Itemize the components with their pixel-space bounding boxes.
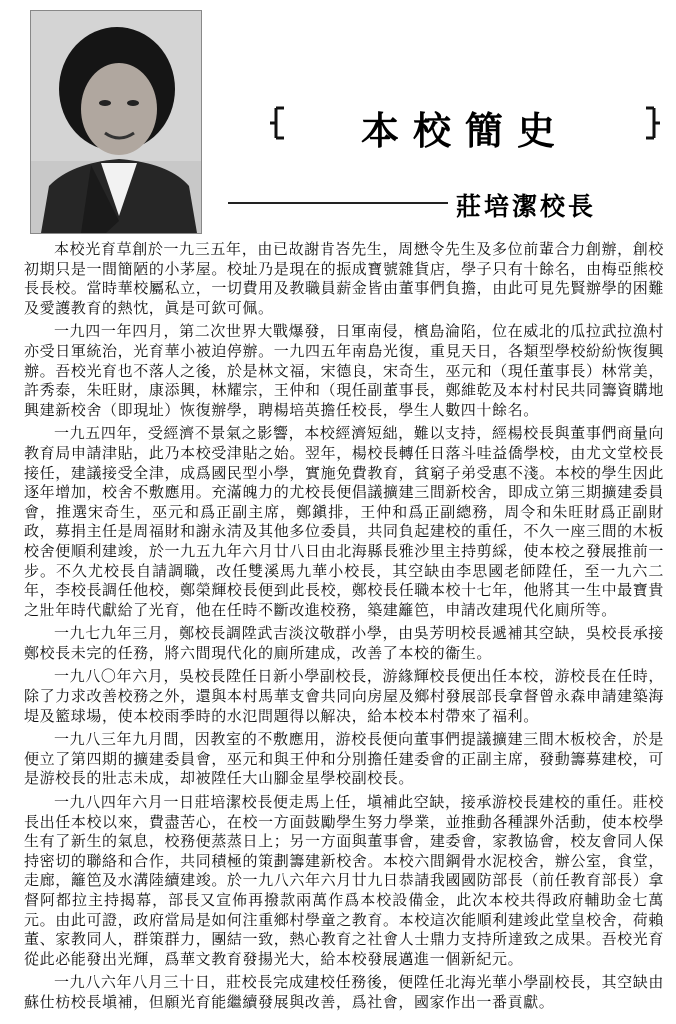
principal-portrait-photo — [30, 10, 202, 234]
paragraph: 一九八〇年六月，吳校長陞任日新小學副校長，游緣輝校長便出任本校，游校長在任時，除了力求改善校務之外，還與本村馬華支會共同向房屋及鄉村發展部長拿督曾永森申請建築海堤及籃球場，使本校雨季時的水氾問題得以解决，給本校本村帶來了福利。 — [24, 667, 664, 725]
title-frame — [268, 92, 662, 154]
paragraph: 一九八三年九月間，因教室的不敷應用，游校長便向董事們提議擴建三間木板校舍，於是便立了第四期的擴建委員會，巫元和與王仲和分別擔任建委會的正副主席，發動籌募建校，可是游校長的壯志未成，却被陞任大山腳金星學校副校長。 — [24, 730, 664, 788]
paragraph: 一九七九年三月，鄭校長調陞武吉淡汶敬群小學，由吳芳明校長遞補其空缺，吳校長承接鄭校長未完的任務，將六間現代化的廁所建成，改善了本校的衞生。 — [24, 624, 664, 662]
paragraph: 一九八六年八月三十日，莊校長完成建校任務後，便陞任北海光華小學副校長，其空缺由蘇仕枋校長塡補，但願光育能繼續發展與改善，爲社會，國家作出一番貢獻。 — [24, 973, 664, 1011]
page-title: 本校簡史 — [360, 108, 569, 153]
paragraph: 一九八四年六月一日莊培潔校長便走馬上任，塡補此空缺，接承游校長建校的重任。莊校長出任本校以來，費盡苦心，在校一方面鼓勵學生努力學業，並推動各種課外活動，使本校學生有了新生的氣息，校務便蒸蒸日上；另一方面與董事會，建委會，家教協會，校友會同人保持密切的聯絡和合作，共同積極的策劃籌建新校舍。本校六間鋼骨水泥校舍，辦公室，食堂，走廊，籬笆及水溝陸續建竣。於一九八六年六月廿九日恭請我國國防部長（前任教育部長）拿督阿都拉主持揭幕，部長又宣佈再撥款兩萬作爲本校設備金，此次本校共得政府輔助金七萬元。由此可證，政府當局是如何注重鄉村學童之教育。本校這次能順利建竣此堂皇校舍，荷賴董、家教同人，群策群力，團結一致，熱心教育之社會人士鼎力支持所達致之成果。吾校光育從此必能發出光輝，爲華文教育發揚光大，給本校發展邁進一個新紀元。 — [24, 793, 664, 968]
byline-divider — [228, 202, 448, 204]
portrait-photo-icon — [31, 11, 201, 233]
paragraph: 本校光育草創於一九三五年，由已故謝肯峇先生，周懋令先生及多位前輩合力創辦，創校初期只是一間簡陋的小茅屋。校址乃是現在的振成寶號雜貨店，學子只有十餘名，由梅亞熊校長長校。當時華校屬私立，一切費用及教職員薪金皆由董事們負擔，由此可見先賢辦學的困難及愛護教育的熱忱，眞是可欽可佩。 — [24, 240, 664, 317]
paragraph: 一九五四年，受經濟不景氣之影響，本校經濟短絀，難以支持，經楊校長與董事們商量向教育局申請津貼，此乃本校受津貼之始。翌年，楊校長轉任日落斗哇益僑學校，由尤文堂校長接任，建議接受全津，成爲國民型小學，實施免費教育，貧窮子弟受惠不淺。本校的學生因此逐年增加，校舍不敷應用。充滿魄力的尤校長便倡議擴建三間新校舍，即成立第三期擴建委員會，推選宋奇生，巫元和爲正副主席，鄭鎭排，王仲和爲正副總務，周令和朱旺財爲正副財政，募捐主任是周福財和謝永淸及其他多位委員，共同負起建校的重任，不久一座三間的木板校舍便順利建竣，於一九五九年六月廿八日由北海縣長雅沙里主持剪綵，使本校之發展推前一步。不久尤校長自請調職，改任雙溪馬九華小校長，其空缺由李思國老師陞任，至一九六二年，李校長調任他校，鄭榮輝校長便到此長校，鄭校長任職本校十七年，他將其一生中最寶貴之壯年時代獻給了光育，他在任時不斷改進校務，築建籬笆，申請改建現代化廁所等。 — [24, 424, 664, 619]
author-byline: 莊培潔校長 — [456, 192, 597, 221]
paragraph: 一九四一年四月，第二次世界大戰爆發，日軍南侵，檳島淪陷，位在威北的瓜拉武拉漁村亦受日軍統治，光育華小被迫停辦。一九四五年南島光復，重見天日，各類型學校紛紛恢復興辦。吾校光育也不落人之後，於是林文福，宋德良，宋奇生，巫元和（現任董事長）林常美，許秀泰，朱旺財，康添興，林耀宗，王仲和（現任副董事長，鄭維乾及本村村民共同籌資購地興建新校舍（即現址）恢復辦學，聘楊培英擔任校長，學生人數四十餘名。 — [24, 322, 664, 419]
article-body — [24, 240, 664, 1020]
